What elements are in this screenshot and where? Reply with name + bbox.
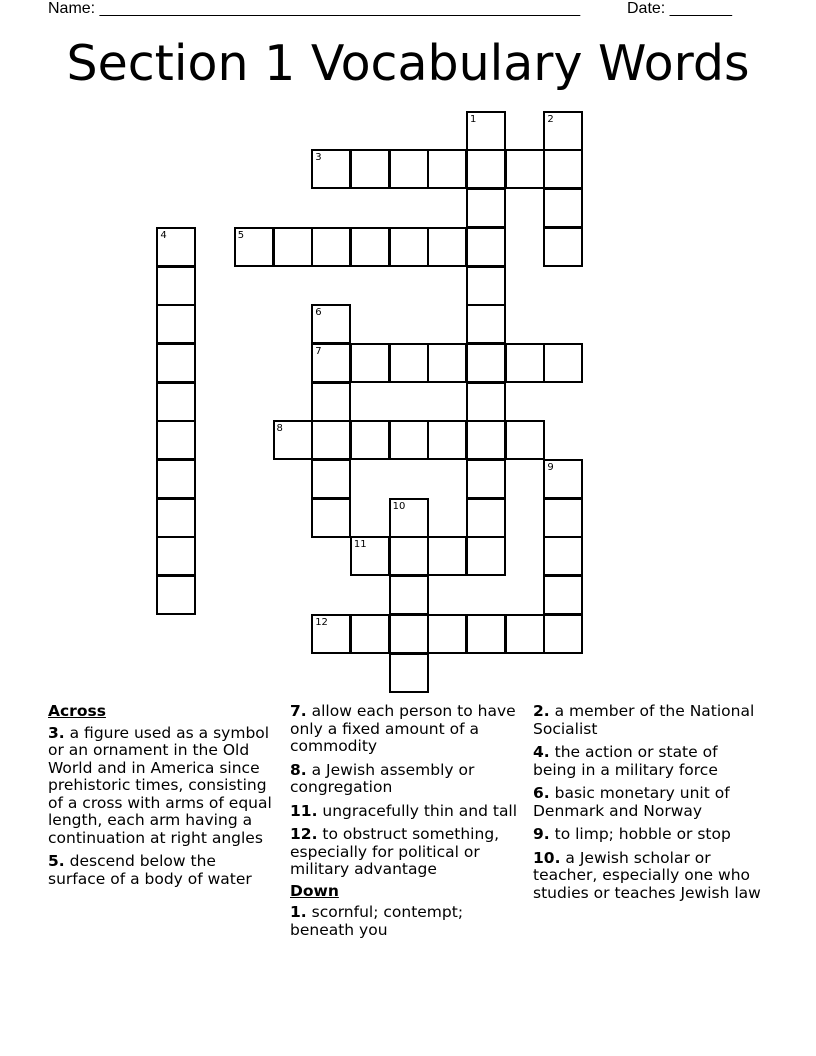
crossword-cell[interactable] xyxy=(543,498,583,538)
clue-number: 10 xyxy=(392,500,406,512)
crossword-cell[interactable] xyxy=(389,575,429,615)
crossword-cell[interactable] xyxy=(389,343,429,383)
crossword-cell[interactable] xyxy=(427,343,467,383)
clue-down-6: 6. basic monetary unit of Denmark and Norway xyxy=(533,784,730,820)
crossword-cell[interactable] xyxy=(389,498,429,538)
date-field-label: Date: _______ xyxy=(627,0,732,17)
crossword-cell[interactable] xyxy=(350,343,390,383)
crossword-cell[interactable] xyxy=(389,420,429,460)
clues-column-2 xyxy=(290,703,522,945)
crossword-cell[interactable] xyxy=(466,614,506,654)
clue-across-3: 3. a figure used as a symbol or an ornament in the Old World and in America since prehistoric times, consisting of a cross with arms of equal length, each arm having a continuation at right angles xyxy=(48,723,272,847)
crossword-cell[interactable] xyxy=(466,420,506,460)
crossword-cell[interactable] xyxy=(311,343,351,383)
crossword-cell[interactable] xyxy=(389,536,429,576)
clue-number: 12 xyxy=(315,616,328,628)
crossword-cell[interactable] xyxy=(350,227,390,267)
crossword-cell[interactable] xyxy=(543,575,583,615)
clue-across-7: 7. allow each person to have only a fixed amount of a commodity xyxy=(290,702,516,755)
crossword-cell[interactable] xyxy=(466,343,506,383)
crossword-cell[interactable] xyxy=(389,653,429,693)
crossword-cell[interactable] xyxy=(311,459,351,499)
crossword-cell[interactable] xyxy=(466,536,506,576)
crossword-cell[interactable] xyxy=(389,614,429,654)
crossword-cell[interactable] xyxy=(273,227,313,267)
clue-number: 2 xyxy=(547,113,554,125)
crossword-cell[interactable] xyxy=(505,420,545,460)
crossword-cell[interactable] xyxy=(466,459,506,499)
crossword-cell[interactable] xyxy=(466,149,506,189)
crossword-cell[interactable] xyxy=(466,382,506,422)
crossword-cell[interactable] xyxy=(427,149,467,189)
crossword-cell[interactable] xyxy=(427,536,467,576)
crossword-cell[interactable] xyxy=(156,343,196,383)
clue-across-8: 8. a Jewish assembly or congregation xyxy=(290,760,475,796)
crossword-cell[interactable] xyxy=(427,227,467,267)
clue-number: 6 xyxy=(315,307,322,319)
crossword-cell[interactable] xyxy=(466,111,506,151)
crossword-cell[interactable] xyxy=(466,498,506,538)
crossword-cell[interactable] xyxy=(311,498,351,538)
clues-column-1 xyxy=(48,703,276,894)
crossword-cell[interactable] xyxy=(543,614,583,654)
crossword-cell[interactable] xyxy=(427,420,467,460)
crossword-cell[interactable] xyxy=(350,420,390,460)
crossword-cell[interactable] xyxy=(466,188,506,228)
crossword-cell[interactable] xyxy=(543,343,583,383)
crossword-cell[interactable] xyxy=(350,536,390,576)
across-heading: Across xyxy=(48,702,106,720)
crossword-cell[interactable] xyxy=(505,343,545,383)
crossword-cell[interactable] xyxy=(543,149,583,189)
crossword-cell[interactable] xyxy=(505,149,545,189)
clue-down-2: 2. a member of the National Socialist xyxy=(533,702,755,738)
crossword-cell[interactable] xyxy=(543,188,583,228)
down-heading: Down xyxy=(290,881,339,900)
clue-down-1: 1. scornful; contempt; beneath you xyxy=(290,903,464,939)
crossword-cell[interactable] xyxy=(427,614,467,654)
crossword-cell[interactable] xyxy=(156,575,196,615)
clue-down-9: 9. to limp; hobble or stop xyxy=(533,825,731,843)
crossword-cell[interactable] xyxy=(466,266,506,306)
crossword-cell[interactable] xyxy=(543,227,583,267)
crossword-cell[interactable] xyxy=(543,459,583,499)
clue-across-11: 11. ungracefully thin and tall xyxy=(290,801,518,820)
page-title: Section 1 Vocabulary Words xyxy=(66,35,750,92)
crossword-cell[interactable] xyxy=(156,382,196,422)
crossword-cell[interactable] xyxy=(466,227,506,267)
clue-number: 11 xyxy=(353,539,367,551)
crossword-cell[interactable] xyxy=(311,149,351,189)
crossword-cell[interactable] xyxy=(350,614,390,654)
crossword-cell[interactable] xyxy=(156,304,196,344)
crossword-cell[interactable] xyxy=(156,498,196,538)
clue-number: 9 xyxy=(547,462,554,473)
clue-number: 7 xyxy=(315,345,322,357)
crossword-cell[interactable] xyxy=(543,536,583,576)
crossword-cell[interactable] xyxy=(389,149,429,189)
crossword-cell[interactable] xyxy=(156,227,196,267)
crossword-cell[interactable] xyxy=(273,420,313,460)
clues-column-3 xyxy=(533,703,765,908)
crossword-cell[interactable] xyxy=(311,614,351,654)
crossword-cell[interactable] xyxy=(311,420,351,460)
crossword-cell[interactable] xyxy=(311,304,351,344)
crossword-cell[interactable] xyxy=(350,149,390,189)
crossword-cell[interactable] xyxy=(505,614,545,654)
crossword-cell[interactable] xyxy=(156,266,196,306)
crossword-cell[interactable] xyxy=(156,459,196,499)
clue-across-5: 5. descend below the surface of a body of water xyxy=(48,852,252,888)
crossword-cell[interactable] xyxy=(311,227,351,267)
clue-number: 1 xyxy=(470,113,477,125)
clue-across-12: 12. to obstruct something, especially for political or military advantage xyxy=(290,825,500,878)
crossword-cell[interactable] xyxy=(156,536,196,576)
crossword-cell[interactable] xyxy=(543,111,583,151)
clue-down-10: 10. a Jewish scholar or teacher, especially one who studies or teaches Jewish law xyxy=(533,848,761,902)
crossword-cell[interactable] xyxy=(234,227,274,267)
crossword-cell[interactable] xyxy=(156,420,196,460)
crossword-cell[interactable] xyxy=(311,382,351,422)
crossword-cell[interactable] xyxy=(466,304,506,344)
clue-number: 3 xyxy=(315,152,322,164)
clue-number: 5 xyxy=(237,229,245,241)
clue-number: 8 xyxy=(276,423,283,435)
name-field-label: Name: ______________________________________________________ xyxy=(48,0,581,17)
clue-number: 4 xyxy=(160,229,167,241)
crossword-cell[interactable] xyxy=(389,227,429,267)
clue-down-4: 4. the action or state of being in a military force xyxy=(533,743,718,779)
